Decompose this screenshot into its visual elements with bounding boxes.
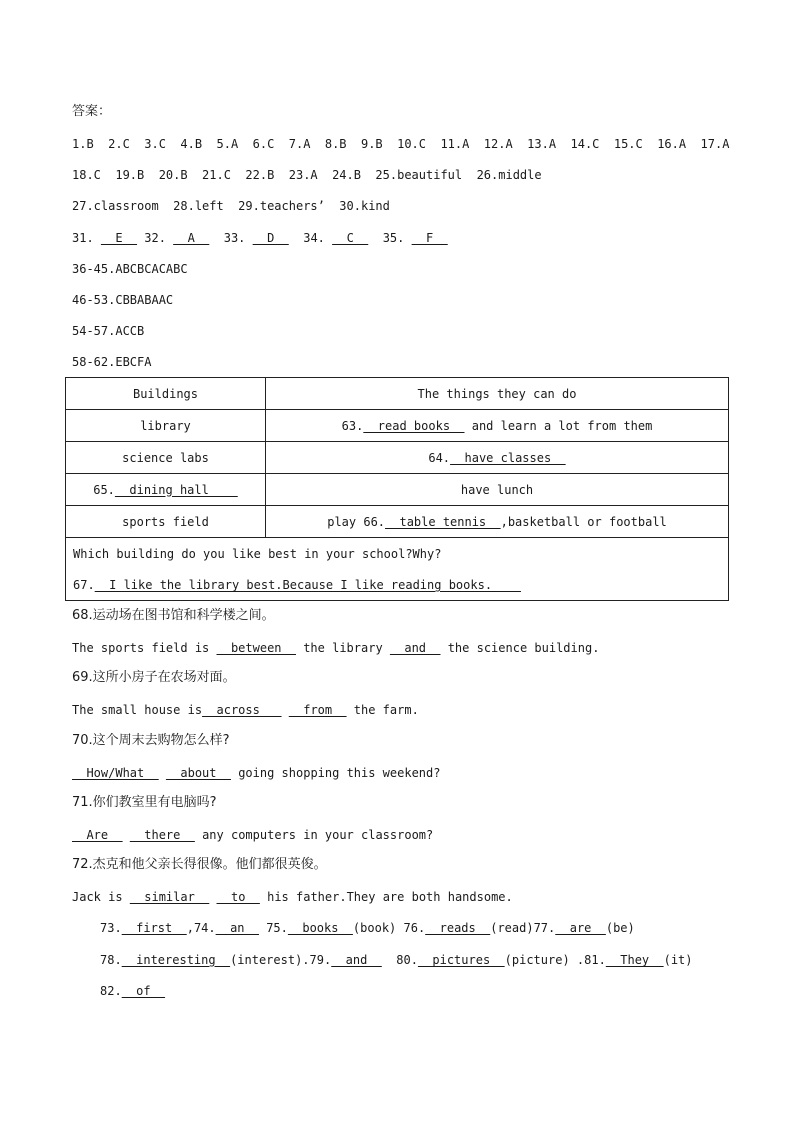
- q69-answer: The small house is across from the farm.: [72, 703, 419, 717]
- answer-35: F: [411, 231, 448, 245]
- answer-64: have classes: [450, 450, 566, 465]
- header-buildings: Buildings: [66, 378, 266, 410]
- answers-46-53: 46-53.CBBABAAC: [72, 293, 174, 307]
- answers-1-17: 1.B 2.C 3.C 4.B 5.A 6.C 7.A 8.B 9.B 10.C 11.A 12.A 13.A 14.C 15.C 16.A 17.A: [72, 137, 730, 151]
- q68-answer: The sports field is between the library and the science building.: [72, 641, 600, 655]
- answers-58-62: 58-62.EBCFA: [72, 355, 152, 369]
- q72-answer: Jack is similar to his father.They are both handsome.: [72, 890, 513, 904]
- answer-65: dining hall: [114, 482, 238, 497]
- answer-63: read books: [363, 418, 465, 433]
- answers-18-26: 18.C 19.B 20.B 21.C 22.B 23.A 24.B 25.beautiful 26.middle: [72, 168, 542, 182]
- q69-prompt: 69.这所小房子在农场对面。: [72, 670, 236, 685]
- answer-33: D: [252, 231, 289, 245]
- answer-34: C: [332, 231, 369, 245]
- answers-54-57: 54-57.ACCB: [72, 324, 145, 338]
- answers-27-30: 27.classroom 28.left 29.teachers’ 30.kind: [72, 199, 390, 213]
- q70-prompt: 70.这个周末去购物怎么样?: [72, 733, 230, 748]
- table-row: science labs 64. have classes: [66, 442, 729, 474]
- table-row: library 63. read books and learn a lot from them: [66, 410, 729, 442]
- q71-answer: Are there any computers in your classroom?: [72, 828, 434, 842]
- question-67: Which building do you like best in your school?Why?: [73, 547, 442, 561]
- answer-67: I like the library best.Because I like reading books.: [94, 578, 521, 592]
- table-row: 65. dining hall have lunch: [66, 474, 729, 506]
- q71-prompt: 71.你们教室里有电脑吗?: [72, 795, 217, 810]
- q70-answer: How/What about going shopping this weekend?: [72, 766, 441, 780]
- header-things: The things they can do: [266, 378, 729, 410]
- answer-66: table tennis: [385, 514, 501, 529]
- answer-82: 82. of: [100, 984, 166, 998]
- answers-78-81: 78. interesting (interest).79. and 80. pictures (picture) .81. They (it): [100, 953, 693, 967]
- buildings-table: [65, 377, 729, 601]
- q68-prompt: 68.运动场在图书馆和科学楼之间。: [72, 608, 275, 623]
- answer-32: A: [173, 231, 210, 245]
- answers-73-77: 73. first ,74. an 75. books (book) 76. reads (read)77. are (be): [100, 921, 635, 935]
- table-header-row: [66, 378, 729, 410]
- table-row: Which building do you like best in your school?Why? 67. I like the library best.Because I like reading books.: [66, 538, 729, 601]
- table-row: sports field play 66. table tennis ,basketball or football: [66, 506, 729, 538]
- q72-prompt: 72.杰克和他父亲长得很像。他们都很英俊。: [72, 857, 327, 872]
- answer-31: E: [100, 231, 138, 245]
- answer-heading: 答案：: [72, 104, 112, 119]
- answers-36-45: 36-45.ABCBCACABC: [72, 262, 188, 276]
- answers-31-35: 31. E 32. A 33. D 34. C 35. F: [72, 231, 448, 245]
